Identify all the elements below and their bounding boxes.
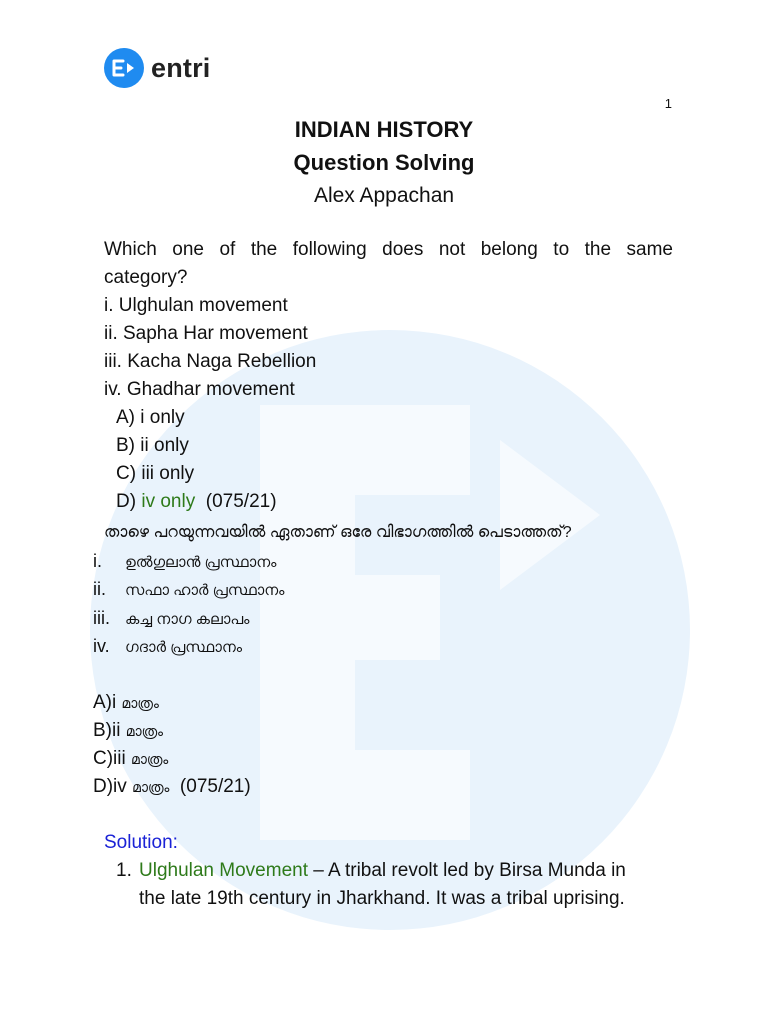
solution-term: Ulghulan Movement [139,860,308,881]
option-letter: A) [116,407,135,428]
item-text: കച്ച നാഗ കലാപം [125,610,250,628]
option-letter: B) [116,435,135,456]
option-c [116,460,673,488]
arrow-e-icon [112,59,136,77]
item-text: ഉൽഗുലാൻ പ്രസ്ഥാനം [125,554,277,571]
malayalam-option [93,717,251,745]
solution-number: 1. [116,860,132,881]
option-prefix: A)i [93,692,117,713]
page-number: 1 [664,96,672,111]
question-code: (075/21) [205,491,277,512]
answer-options [104,404,673,516]
malayalam-item [93,575,284,603]
question-code: (075/21) [179,776,251,797]
question-english [104,236,673,516]
option-text: iii only [141,463,195,484]
item-text: സഫാ ഹാർ പ്രസ്ഥാനം [125,582,285,600]
malayalam-item [93,604,284,632]
option-letter: C) [116,463,137,484]
option-text: i only [140,407,185,428]
item-number: iii. [93,607,110,628]
solution-line: the late 19th century in Jharkhand. It was a tribal uprising. [139,888,625,909]
option-text: മാത്രം [125,723,164,739]
question-text-line: category? [104,267,188,288]
question-item: i. Ulghulan movement [104,295,288,316]
option-prefix: B)ii [93,720,121,741]
author-name: Alex Appachan [313,184,455,207]
malayalam-option [93,773,251,801]
question-item: ii. Sapha Har movement [104,323,308,344]
option-text: ii only [140,435,189,456]
option-b [116,432,673,460]
option-text: മാത്രം [121,695,159,711]
page-title: INDIAN HISTORY [294,117,474,142]
malayalam-option [93,745,251,773]
option-prefix: C)iii [93,748,126,769]
entri-logo [104,48,211,88]
option-prefix: D)iv [93,776,127,797]
malayalam-items [93,547,284,660]
malayalam-options [93,689,251,801]
malayalam-option [93,689,251,717]
page-subtitle: Question Solving [293,150,475,175]
option-a [116,404,673,432]
solution-list [116,857,676,913]
logo-badge [104,48,144,88]
item-number: iv. [93,635,110,656]
option-text: മാത്രം [132,779,170,795]
solution-item [116,857,676,913]
solution-heading: Solution: [104,832,178,853]
item-number: ii. [93,579,106,600]
solution-body [139,857,676,913]
solution-desc: – A tribal revolt led by Birsa Munda in [307,860,626,881]
option-text: മാത്രം [131,751,169,767]
logo-text: entri [151,52,211,83]
question-malayalam: താഴെ പറയുന്നവയിൽ ഏതാണ് ഒരേ വിഭാഗത്തിൽ പെടാത്തത്? [104,524,572,541]
item-number: i. [93,551,102,571]
option-d [116,488,673,516]
malayalam-item [93,632,284,660]
option-letter: D) [116,491,137,512]
solution-line [139,857,676,885]
title-block [0,113,768,213]
question-item: iv. Ghadhar movement [104,379,295,400]
correct-answer-text: iv only [141,491,196,512]
question-text-line: Which one of the following does not belong to the same [104,239,673,260]
item-text: ഗദാർ പ്രസ്ഥാനം [125,638,243,656]
malayalam-item [93,547,284,575]
question-item: iii. Kacha Naga Rebellion [104,351,317,372]
